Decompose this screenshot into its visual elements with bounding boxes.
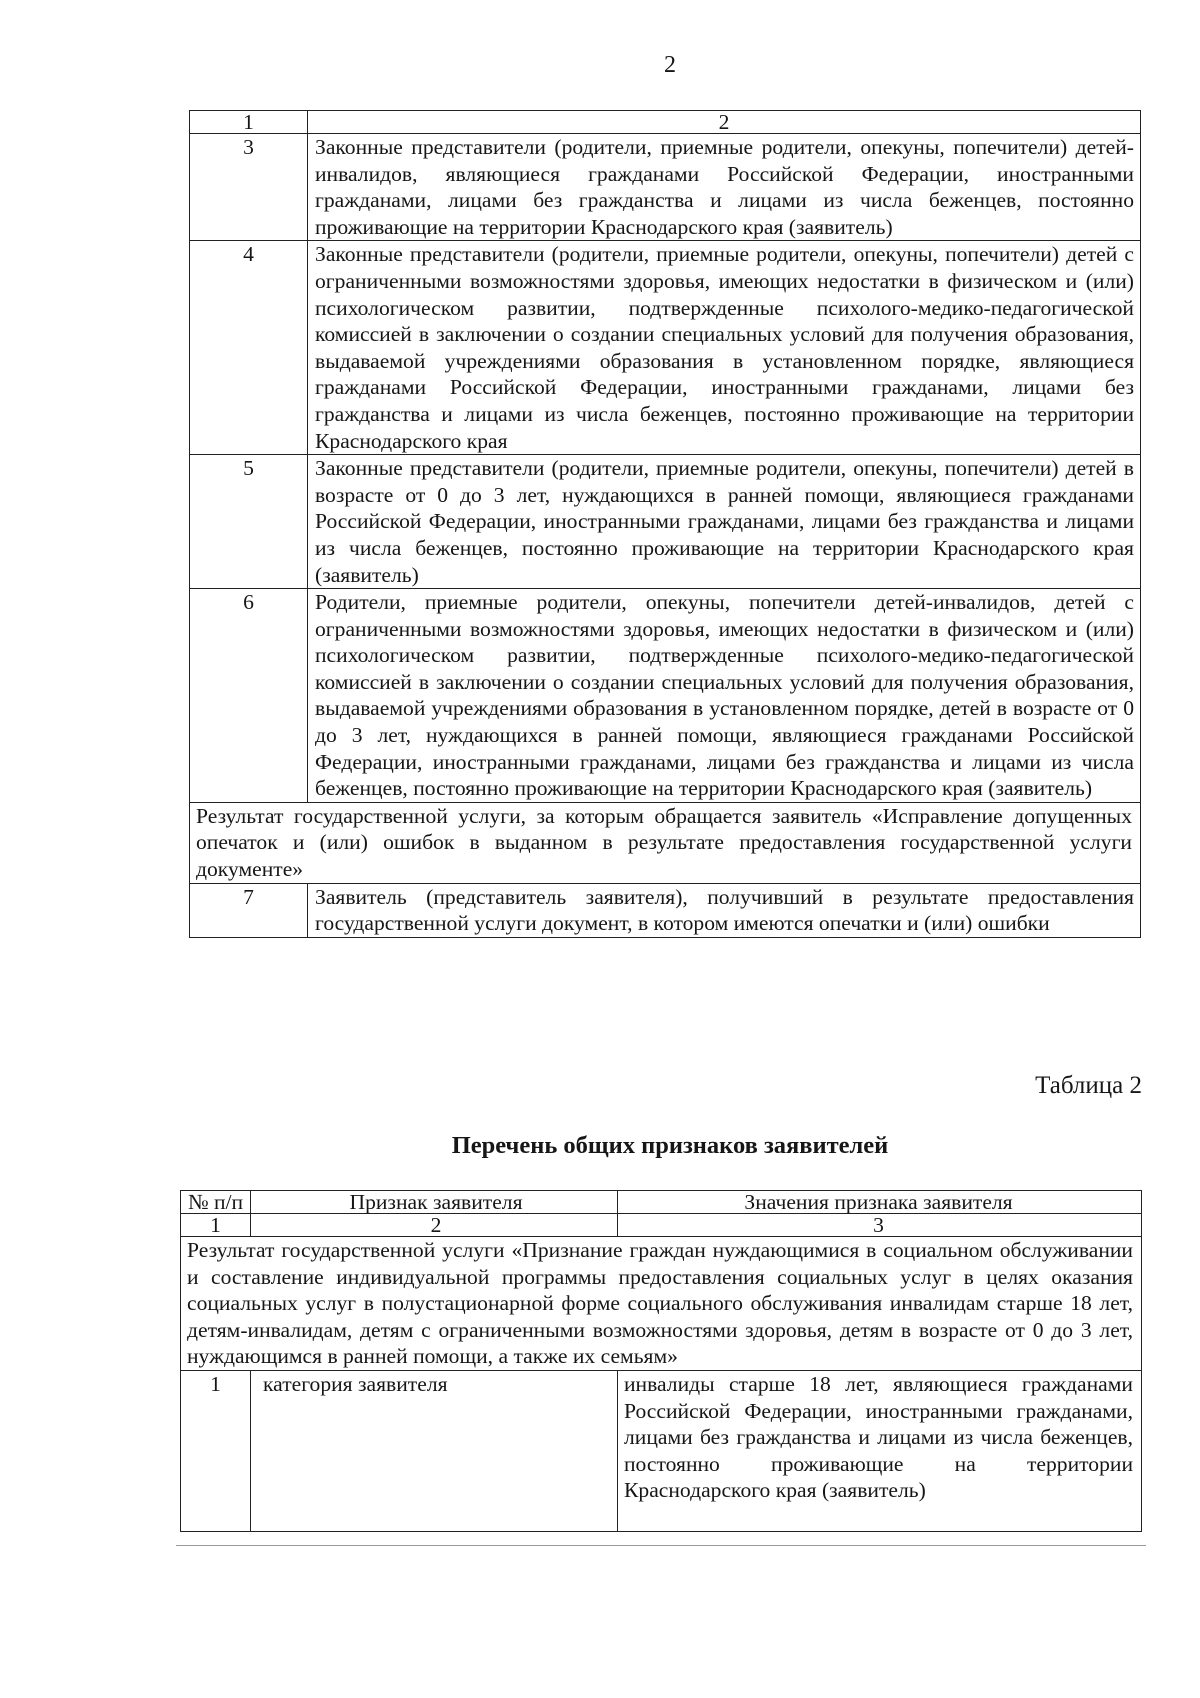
row-text: Законные представители (родители, приемные родители, опекуны, попечители) детей в возрасте от 0 до 3 лет, нуждающихся в ранней помощи, являющиеся гражданами Российской Федерации, иностранными гражданами, лицами без гражданства и лицами из числа беженцев, постоянно проживающие на территории Краснодарского края (заявитель) <box>308 455 1141 589</box>
bottom-divider <box>176 1545 1146 1546</box>
column-number-1: 1 <box>190 111 308 134</box>
column-header-value: Значения признака заявителя <box>618 1191 1142 1214</box>
column-number-2: 2 <box>251 1214 618 1237</box>
table2-label: Таблица 2 <box>1035 1072 1142 1099</box>
result-text: Результат государственной услуги «Признание граждан нуждающимися в социальном обслуживании и составление индивидуальной программы предоставления социальных услуг в целях оказания социальных услуг в полустационарной форме социального обслуживания инвалидам старше 18 лет, детям-инвалидам, детям с ограниченными возможностями здоровья, детям в возрасте от 0 до 3 лет, нуждающимся в ранней помощи, а также их семьям» <box>181 1237 1142 1371</box>
column-number-3: 3 <box>618 1214 1142 1237</box>
table-row <box>190 241 1141 455</box>
row-number: 1 <box>181 1370 251 1531</box>
row-text: Законные представители (родители, приемные родители, опекуны, попечители) детей с ограниченными возможностями здоровья, имеющих недостатки в физическом и (или) психологическом развитии, подтвержденные психолого-медико-педагогической комиссией в заключении о создании специальных условий для получения образования, выдаваемой учреждениями образования в установленном порядке, являющиеся гражданами Российской Федерации, иностранными гражданами, лицами без гражданства и лицами из числа беженцев, постоянно проживающие на территории Краснодарского края <box>308 241 1141 455</box>
column-header-feature: Признак заявителя <box>251 1191 618 1214</box>
row-number: 7 <box>190 883 308 937</box>
row-text: Родители, приемные родители, опекуны, попечители детей-инвалидов, детей с ограниченными возможностями здоровья, имеющих недостатки в физическом и (или) психологическом развитии, подтвержденные психолого-медико-педагогической комиссией в заключении о создании специальных условий для получения образования, выдаваемой учреждениями образования в установленном порядке, детей в возрасте от 0 до 3 лет, нуждающихся в ранней помощи, являющиеся гражданами Российской Федерации, иностранными гражданами, лицами без гражданства и лицами из числа беженцев, постоянно проживающие на территории Краснодарского края (заявитель) <box>308 589 1141 803</box>
table-header-row <box>181 1191 1142 1214</box>
column-number-2: 2 <box>308 111 1141 134</box>
page-number: 2 <box>664 52 676 78</box>
column-number-1: 1 <box>181 1214 251 1237</box>
table-row <box>190 455 1141 589</box>
table-row <box>190 589 1141 803</box>
column-header-number: № п/п <box>181 1191 251 1214</box>
applicants-table-continued <box>189 110 1141 938</box>
table-row <box>190 134 1141 241</box>
table-row <box>190 883 1141 937</box>
row-number: 4 <box>190 241 308 455</box>
table-row <box>181 1370 1142 1531</box>
table2-title: Перечень общих признаков заявителей <box>451 1132 889 1159</box>
result-text: Результат государственной услуги, за которым обращается заявитель «Исправление допущенных опечаток и (или) ошибок в выданном в результате предоставления государственной услуги документе» <box>190 802 1141 883</box>
applicant-features-table <box>180 1190 1142 1532</box>
row-number: 5 <box>190 455 308 589</box>
row-value: инвалиды старше 18 лет, являющиеся гражданами Российской Федерации, иностранными гражданами, лицами без гражданства и лицами из числа беженцев, постоянно проживающие на территории Краснодарского края (заявитель) <box>618 1370 1142 1531</box>
row-number: 3 <box>190 134 308 241</box>
table-header-row <box>190 111 1141 134</box>
result-row <box>190 802 1141 883</box>
row-text: Заявитель (представитель заявителя), получивший в результате предоставления государственной услуги документ, в котором имеются опечатки и (или) ошибки <box>308 883 1141 937</box>
row-feature: категория заявителя <box>251 1370 618 1531</box>
row-text: Законные представители (родители, приемные родители, опекуны, попечители) детей-инвалидов, являющиеся гражданами Российской Федерации, иностранными гражданами, лицами без гражданства и лицами из числа беженцев, постоянно проживающие на территории Краснодарского края (заявитель) <box>308 134 1141 241</box>
row-number: 6 <box>190 589 308 803</box>
result-row <box>181 1237 1142 1371</box>
column-numbers-row <box>181 1214 1142 1237</box>
